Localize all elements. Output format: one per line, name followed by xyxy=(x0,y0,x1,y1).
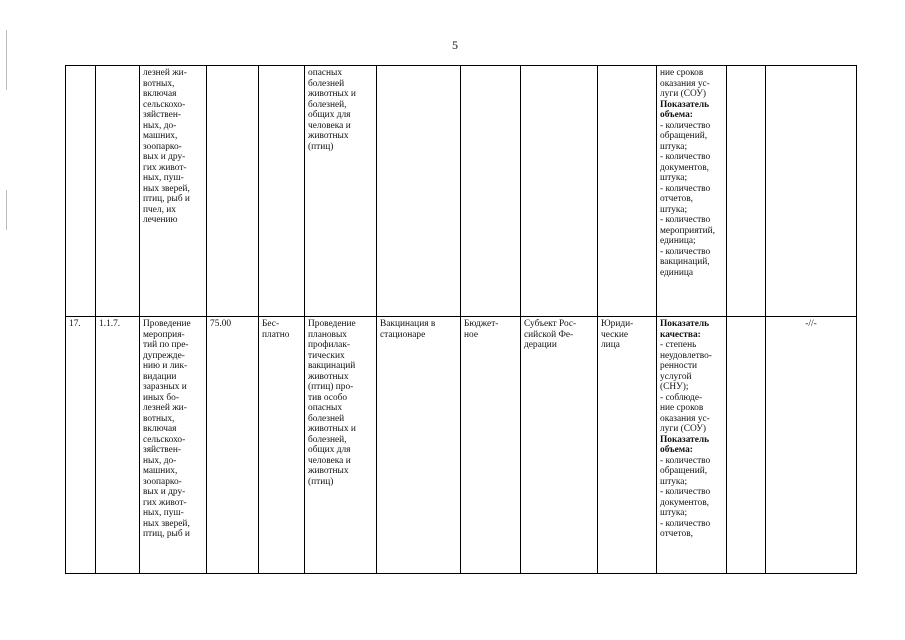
cell-line: дерации xyxy=(524,340,557,350)
page-number: 5 xyxy=(452,38,458,52)
cell-line: платно xyxy=(262,329,290,340)
indicator-line: вакцинаций, xyxy=(660,257,710,267)
cell-line: ное xyxy=(464,329,478,340)
indicator-line: Показатель xyxy=(660,99,710,110)
indicator-line: - степень xyxy=(660,340,697,350)
cell-line: птиц, рыб и xyxy=(143,194,190,204)
cell-line: сийской Фе- xyxy=(524,329,574,340)
cell-line: нию и лик- xyxy=(143,361,188,371)
row-code-cell xyxy=(96,66,140,317)
indicator-line: отчетов, xyxy=(660,529,693,539)
payment-cell xyxy=(259,317,305,574)
table-row xyxy=(66,66,857,317)
cell-line: ных, пуш- xyxy=(143,508,184,518)
cell-line: заразных и xyxy=(143,382,187,392)
cell-line: зоопарко- xyxy=(143,476,182,487)
indicator-line: луги (СОУ) xyxy=(660,424,706,434)
row-number-cell xyxy=(66,317,96,574)
cell-line: болезней, xyxy=(308,434,347,445)
cell-line: животных xyxy=(308,371,349,382)
cell-line: (птиц) про- xyxy=(308,382,354,392)
service-content-cell xyxy=(305,66,377,317)
indicator-line: документов, xyxy=(660,162,709,173)
cell-line: зоопарко- xyxy=(143,141,182,152)
indicators-cell xyxy=(657,317,727,574)
conditions-cell xyxy=(377,66,461,317)
indicator-line: качества: xyxy=(660,329,701,340)
cell-line: профилак- xyxy=(308,340,350,350)
scan-artifact xyxy=(6,30,7,90)
indicator-line: Показатель xyxy=(660,319,710,329)
cell-line: болезней xyxy=(308,78,345,89)
indicator-line: (СНУ); xyxy=(660,382,689,392)
indicators-cell xyxy=(657,66,727,317)
cell-line: пчел, их xyxy=(143,204,176,215)
indicator-line: - количество xyxy=(660,246,711,257)
indicator-line: Показатель xyxy=(660,434,710,445)
cell-line: ных зверей, xyxy=(143,183,190,194)
cell-line: тив особо xyxy=(308,392,348,403)
cell-line: Проведение xyxy=(308,319,356,329)
indicator-line: ние сроков xyxy=(660,403,704,413)
cell-line: общих для xyxy=(308,445,351,455)
level-cell xyxy=(521,66,598,317)
cell-line: машних, xyxy=(143,131,178,141)
cell-line: видации xyxy=(143,371,177,382)
cell-line: иных бо- xyxy=(143,392,179,403)
indicator-line: штука; xyxy=(660,476,688,487)
cost-cell xyxy=(207,317,259,574)
extra-cell xyxy=(727,317,766,574)
cell-line: Субъект Рос- xyxy=(524,319,577,329)
scan-artifact xyxy=(6,190,7,230)
cell-line: (птиц) xyxy=(308,476,334,487)
cell-line: вых и дру- xyxy=(143,487,186,497)
indicator-line: - количество xyxy=(660,215,711,225)
indicator-line: ренности xyxy=(660,361,698,371)
cell-line: животных и xyxy=(308,424,356,434)
indicator-line: объема: xyxy=(660,445,693,455)
indicator-line: - количество xyxy=(660,183,711,194)
conditions-cell xyxy=(377,317,461,574)
indicator-line: штука; xyxy=(660,204,688,215)
cell-line: Проведение xyxy=(143,319,191,329)
indicator-line: - количество xyxy=(660,518,711,529)
cell-line: дупрежде- xyxy=(143,350,185,361)
indicator-line: штука; xyxy=(660,173,688,183)
cell-line: вых и дру- xyxy=(143,152,186,162)
cell-line: болезней xyxy=(308,413,345,424)
cell-line: лечению xyxy=(143,215,178,225)
same-as-above-cell xyxy=(766,317,857,574)
cell-line: мероприя- xyxy=(143,329,185,340)
cell-line: ных, до- xyxy=(143,120,177,131)
cell-line: Вакцинация в xyxy=(380,319,436,329)
indicator-line: штука; xyxy=(660,141,688,152)
cell-line: сельскохо- xyxy=(143,99,186,110)
cell-line: ных, пуш- xyxy=(143,173,184,183)
cell-line: опасных xyxy=(308,403,343,413)
cell-line: животных и xyxy=(308,89,356,99)
cell-line: лезней жи- xyxy=(143,68,187,78)
cell-line: сельскохо- xyxy=(143,434,186,445)
cell-line: ческие xyxy=(601,329,629,340)
row-code-cell xyxy=(96,317,140,574)
indicator-line: - количество xyxy=(660,487,711,497)
indicator-line: единица xyxy=(660,267,694,278)
indicator-line: - количество xyxy=(660,152,711,162)
indicator-line: неудовлетво- xyxy=(660,350,712,361)
cell-text: 1.1.7. xyxy=(99,319,121,329)
cell-line: Бес- xyxy=(262,319,280,329)
cell-line: животных xyxy=(308,131,349,141)
cell-line: плановых xyxy=(308,329,347,340)
cell-line: ных, до- xyxy=(143,455,177,466)
indicator-line: обращений, xyxy=(660,466,708,476)
indicator-line: отчетов, xyxy=(660,194,693,204)
cell-line: тических xyxy=(308,350,345,361)
payment-cell xyxy=(259,66,305,317)
cell-line: болезней, xyxy=(308,99,347,110)
cost-cell xyxy=(207,66,259,317)
indicator-line: луги (СОУ) xyxy=(660,89,706,99)
cell-line: зяйствен- xyxy=(143,110,181,120)
extra-cell xyxy=(727,66,766,317)
indicator-line: ние сроков xyxy=(660,68,704,78)
cell-text: -//- xyxy=(805,319,817,329)
indicator-line: объема: xyxy=(660,110,693,120)
indicator-line: оказания ус- xyxy=(660,413,710,424)
indicator-line: документов, xyxy=(660,497,709,508)
indicator-line: мероприятий, xyxy=(660,225,715,236)
cell-line: ных зверей, xyxy=(143,518,190,529)
indicator-line: услугой xyxy=(660,371,692,382)
cell-line: человека и xyxy=(308,120,351,131)
indicator-line: - количество xyxy=(660,120,711,131)
cell-line: машних, xyxy=(143,466,178,476)
cell-text: 17. xyxy=(69,319,81,329)
indicator-line: единица; xyxy=(660,236,696,246)
service-name-cell xyxy=(140,317,207,574)
cell-line: гих живот- xyxy=(143,497,187,508)
same-as-above-cell xyxy=(766,66,857,317)
level-cell xyxy=(521,317,598,574)
table-row xyxy=(66,317,857,574)
cell-line: птиц, рыб и xyxy=(143,529,190,539)
service-content-cell xyxy=(305,317,377,574)
cell-line: тий по пре- xyxy=(143,340,189,350)
cell-line: Юриди- xyxy=(601,319,634,329)
cell-line: вотных, xyxy=(143,413,175,424)
cell-line: Бюджет- xyxy=(464,319,499,329)
cell-line: стационаре xyxy=(380,329,426,340)
indicator-line: - количество xyxy=(660,455,711,466)
cell-line: вотных, xyxy=(143,78,175,89)
row-number-cell xyxy=(66,66,96,317)
indicator-line: обращений, xyxy=(660,131,708,141)
recipients-cell xyxy=(598,66,657,317)
cell-line: лезней жи- xyxy=(143,403,187,413)
cell-line: животных xyxy=(308,466,349,476)
services-table xyxy=(65,65,857,574)
cell-text: 75.00 xyxy=(210,319,232,329)
cell-line: гих живот- xyxy=(143,162,187,173)
recipients-cell xyxy=(598,317,657,574)
cell-line: вакцинаций xyxy=(308,361,356,371)
cell-line: общих для xyxy=(308,110,351,120)
cell-line: лица xyxy=(601,340,620,350)
funding-cell xyxy=(461,317,521,574)
indicator-line: штука; xyxy=(660,508,688,518)
cell-line: (птиц) xyxy=(308,141,334,152)
indicator-line: - соблюде- xyxy=(660,392,703,403)
cell-line: опасных xyxy=(308,68,343,78)
service-name-cell xyxy=(140,66,207,317)
cell-line: включая xyxy=(143,89,177,99)
indicator-line: оказания ус- xyxy=(660,78,710,89)
cell-line: включая xyxy=(143,424,177,434)
cell-line: человека и xyxy=(308,455,351,466)
funding-cell xyxy=(461,66,521,317)
cell-line: зяйствен- xyxy=(143,445,181,455)
